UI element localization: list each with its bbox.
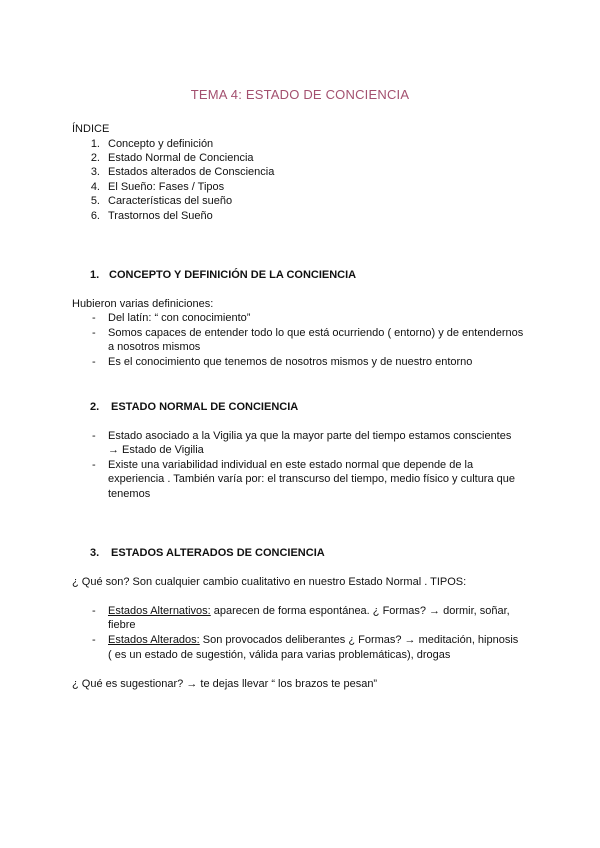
document-title: TEMA 4: ESTADO DE CONCIENCIA: [190, 87, 410, 102]
section-3-closing: ¿ Qué es sugestionar? → te dejas llevar “ los brazos te pesan”: [72, 678, 378, 690]
term-estados-alterados: Estados Alterados:: [108, 634, 200, 646]
index-item-number: 2.: [90, 152, 100, 164]
bullet-dash: -: [92, 327, 96, 339]
section-2-heading: ESTADO NORMAL DE CONCIENCIA: [111, 401, 299, 413]
section-3-bullet-1-line-2: fiebre: [108, 619, 136, 631]
section-1-heading: CONCEPTO Y DEFINICIÓN DE LA CONCIENCIA: [109, 269, 357, 281]
index-item-number: 3.: [90, 166, 100, 178]
section-1-number: 1.: [90, 269, 100, 281]
section-2-number: 2.: [90, 401, 100, 413]
section-1-bullet-3: Es el conocimiento que tenemos de nosotros mismos y de nuestro entorno: [108, 356, 473, 368]
index-item-number: 5.: [90, 195, 100, 207]
section-2-bullet-2-line-1: Existe una variabilidad individual en este estado normal que depende de la: [108, 459, 474, 471]
section-1-bullet-1: Del latín: “ con conocimiento”: [108, 312, 251, 324]
section-3-bullet-2-line-2: ( es un estado de sugestión, válida para varias problemáticas), drogas: [108, 649, 451, 661]
bullet-dash: -: [92, 312, 96, 324]
bullet-dash: -: [92, 459, 96, 471]
section-3-bullet-1-line-1: [108, 604, 510, 618]
index-label: ÍNDICE: [72, 123, 110, 135]
bullet-text: Son provocados deliberantes ¿ Formas? → meditación, hipnosis: [199, 634, 519, 646]
term-estados-alternativos: Estados Alternativos:: [108, 605, 211, 617]
section-2-bullet-2-line-3: tenemos: [108, 488, 151, 500]
section-2-bullet-1-line-1: Estado asociado a la Vigilia ya que la mayor parte del tiempo estamos conscientes: [108, 430, 512, 442]
index-item-number: 4.: [90, 181, 100, 193]
index-item-number: 1.: [90, 138, 100, 150]
section-1-bullet-2-line-1: Somos capaces de entender todo lo que está ocurriendo ( entorno) y de entendernos: [108, 327, 524, 339]
bullet-dash: -: [92, 634, 96, 646]
index-item-5: Características del sueño: [108, 195, 233, 207]
section-3-bullet-2-line-1: [108, 633, 518, 647]
index-item-1: Concepto y definición: [108, 138, 214, 150]
bullet-text: aparecen de forma espontánea. ¿ Formas? → dormir, soñar,: [210, 605, 510, 617]
section-1-bullet-2-line-2: a nosotros mismos: [108, 341, 201, 353]
section-2-bullet-1-line-2: → Estado de Vigilia: [108, 444, 204, 456]
section-3-number: 3.: [90, 547, 100, 559]
section-2-bullet-2-line-2: experiencia . También varía por: el transcurso del tiempo, medio físico y cultura que: [108, 473, 515, 485]
index-item-4: El Sueño: Fases / Tipos: [108, 181, 225, 193]
bullet-dash: -: [92, 605, 96, 617]
section-1-intro: Hubieron varias definiciones:: [72, 298, 214, 310]
section-3-heading: ESTADOS ALTERADOS DE CONCIENCIA: [111, 547, 325, 559]
section-3-intro: ¿ Qué son? Son cualquier cambio cualitativo en nuestro Estado Normal . TIPOS:: [72, 576, 467, 588]
bullet-dash: -: [92, 356, 96, 368]
index-item-6: Trastornos del Sueño: [108, 210, 213, 222]
index-item-3: Estados alterados de Consciencia: [108, 166, 275, 178]
index-item-2: Estado Normal de Conciencia: [108, 152, 254, 164]
bullet-dash: -: [92, 430, 96, 442]
index-item-number: 6.: [90, 210, 100, 222]
